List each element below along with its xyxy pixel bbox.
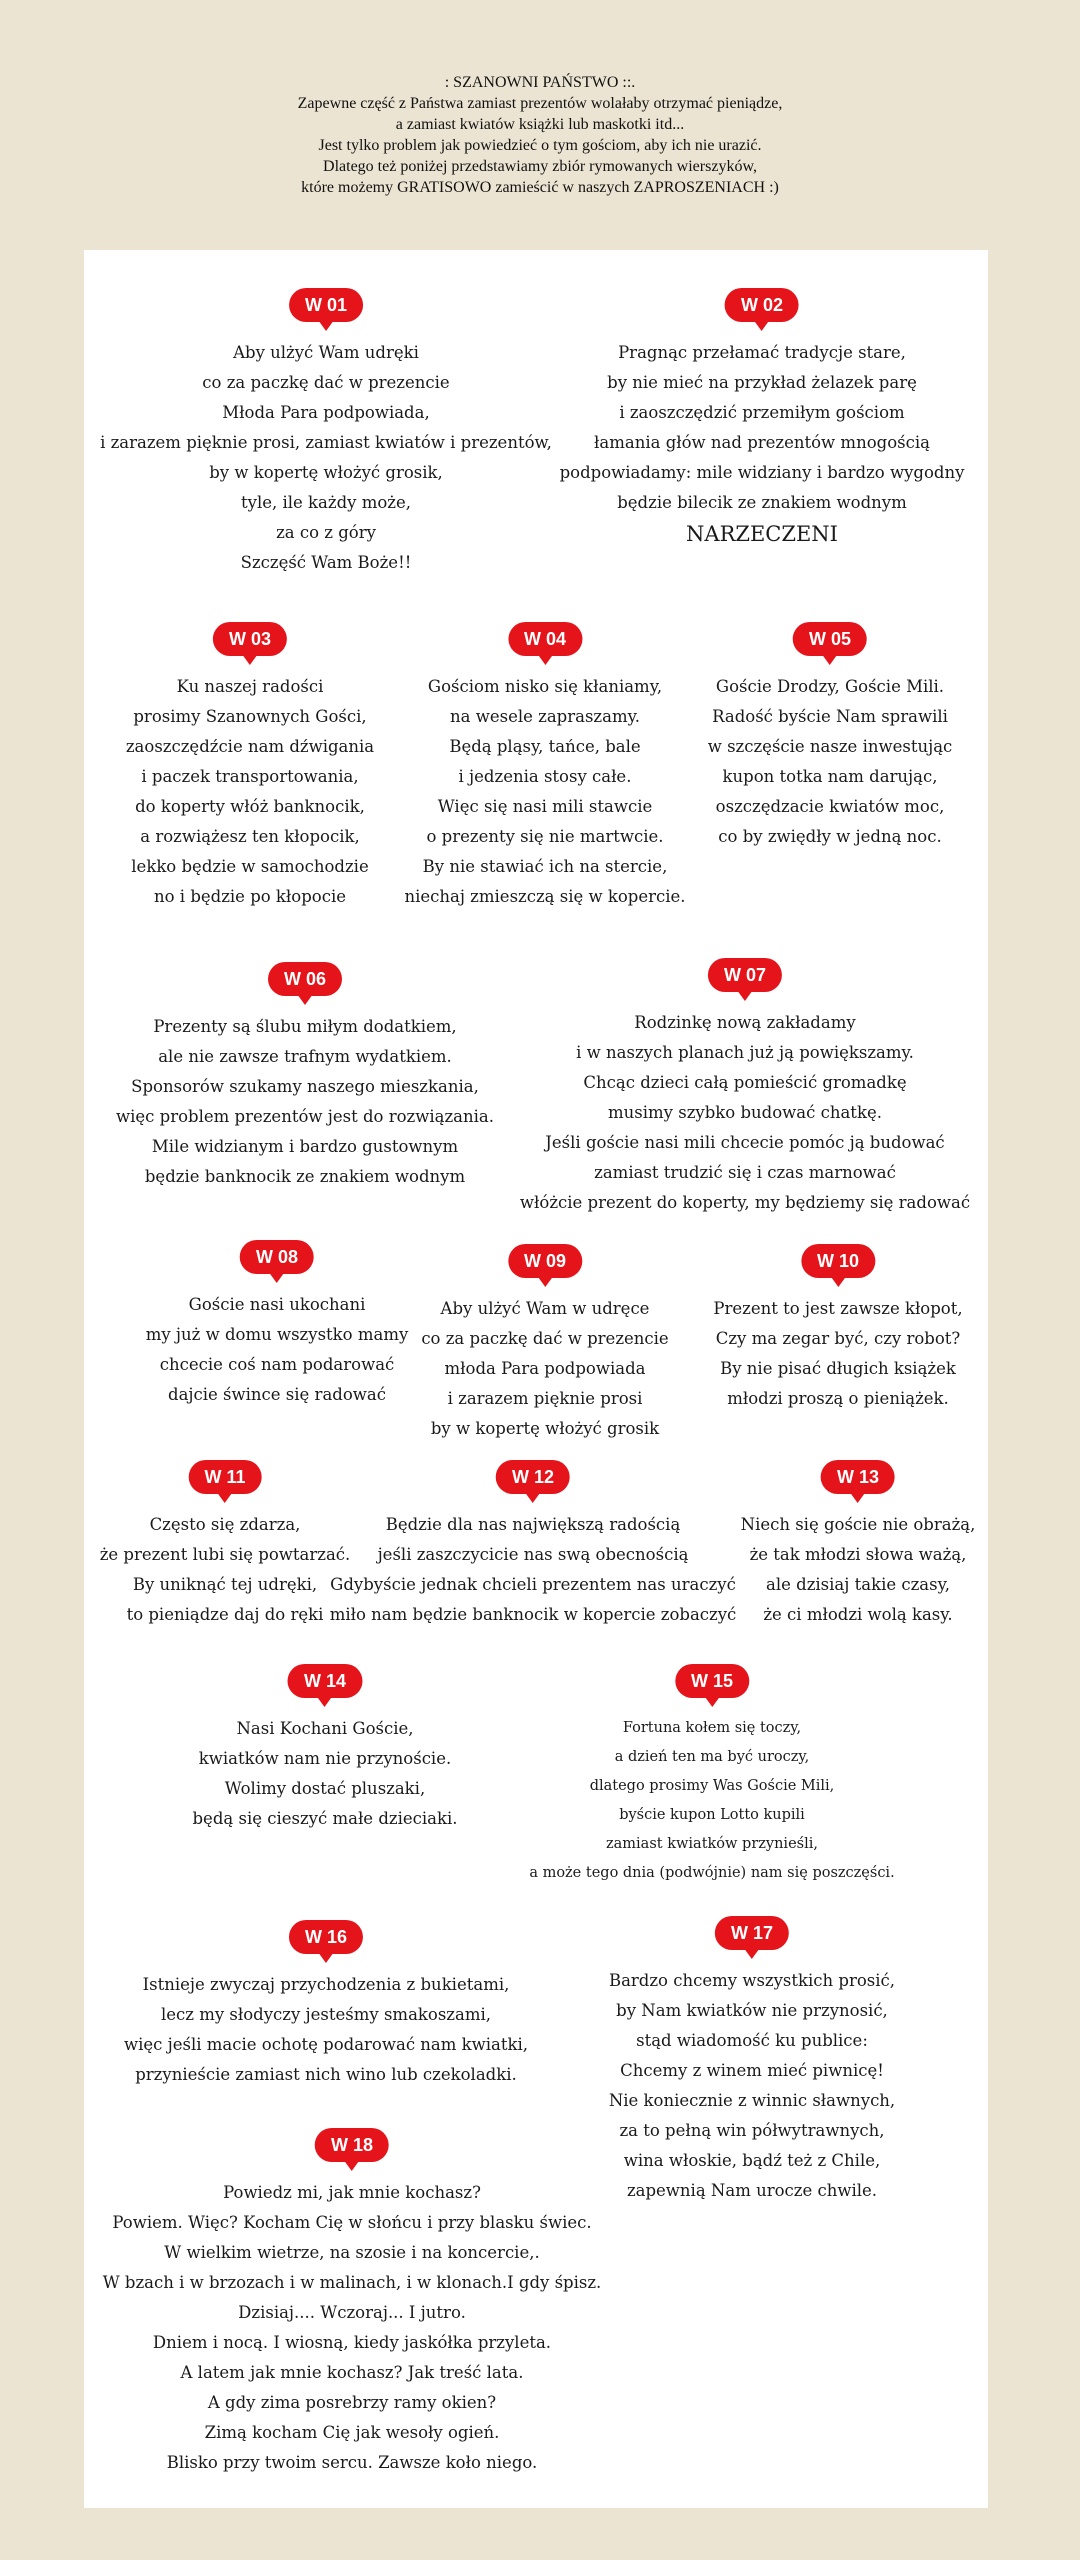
poem-15	[529, 1664, 894, 1888]
poem-line: musimy szybko budować chatkę.	[608, 1103, 882, 1122]
poem-badge: W 14	[288, 1664, 362, 1698]
intro-line: a zamiast kwiatów książki lub maskotki itd...	[395, 116, 685, 133]
poem-7	[520, 958, 970, 1218]
poem-18	[103, 2128, 602, 2478]
poem-badge: W 10	[801, 1244, 875, 1278]
poem-line: młodzi proszą o pieniążek.	[727, 1389, 949, 1408]
poem-16	[124, 1920, 528, 2090]
poem-line: i zarazem pięknie prosi, zamiast kwiatów i prezentów,	[100, 433, 552, 452]
poem-line: Istnieje zwyczaj przychodzenia z bukietami,	[142, 1975, 510, 1994]
poem-line: że ci młodzi wolą kasy.	[763, 1605, 953, 1624]
poem-line: Rodzinkę nową zakładamy	[634, 1013, 856, 1032]
poem-line: A latem jak mnie kochasz? Jak treść lata.	[180, 2363, 524, 2382]
poem-line: co za paczkę dać w prezencie	[421, 1329, 669, 1348]
poem-line: tyle, ile każdy może,	[240, 493, 411, 512]
poem-line: za to pełną win półwytrawnych,	[619, 2121, 885, 2140]
poem-line: Powiem. Więc? Kocham Cię w słońcu i przy blasku świec.	[112, 2213, 592, 2232]
poem-line: NARZECZENI	[686, 522, 838, 546]
poem-line: ale nie zawsze trafnym wydatkiem.	[158, 1047, 452, 1066]
poem-line: że prezent lubi się powtarzać.	[99, 1545, 351, 1564]
poem-line: prosimy Szanownych Gości,	[133, 707, 367, 726]
poem-line: jeśli zaszczycicie nas swą obecnością	[377, 1545, 689, 1564]
poem-line: i w naszych planach już ją powiększamy.	[576, 1043, 914, 1062]
poem-line: Niech się goście nie obrażą,	[740, 1515, 976, 1534]
poem-badge: W 05	[793, 622, 867, 656]
poem-line: i jedzenia stosy całe.	[458, 767, 632, 786]
poem-line: Szczęść Wam Boże!!	[240, 553, 412, 572]
poem-line: włóżcie prezent do koperty, my będziemy się radować	[519, 1193, 971, 1212]
poem-line: Wolimy dostać pluszaki,	[224, 1779, 426, 1798]
poem-line: Chcemy z winem mieć piwnicę!	[620, 2061, 884, 2080]
poem-line: ale dzisiaj takie czasy,	[766, 1575, 950, 1594]
poem-line: i zaoszczędzić przemiłym gościom	[619, 403, 905, 422]
poem-2	[560, 288, 965, 550]
poem-line: kwiatków nam nie przynoście.	[198, 1749, 452, 1768]
poem-badge: W 03	[213, 622, 287, 656]
poem-line: Zimą kocham Cię jak wesoły ogień.	[204, 2423, 500, 2442]
poem-line: niechaj zmieszczą się w kopercie.	[404, 887, 686, 906]
poem-line: Nie koniecznie z winnic sławnych,	[608, 2091, 896, 2110]
poem-badge: W 04	[508, 622, 582, 656]
poem-badge: W 02	[725, 288, 799, 322]
poem-11	[100, 1460, 351, 1630]
poem-line: by nie mieć na przykład żelazek parę	[607, 373, 917, 392]
poem-line: to pieniądze daj do ręki	[126, 1605, 324, 1624]
poem-line: Dzisiaj.... Wczoraj... I jutro.	[238, 2303, 466, 2322]
poem-line: Dniem i nocą. I wiosną, kiedy jaskółka przyleta.	[152, 2333, 552, 2352]
poem-line: W wielkim wietrze, na szosie i na koncercie,.	[164, 2243, 540, 2262]
intro-text	[0, 72, 1080, 198]
poem-line: Powiedz mi, jak mnie kochasz?	[223, 2183, 481, 2202]
poem-6	[116, 962, 494, 1192]
poem-line: stąd wiadomość ku publice:	[636, 2031, 868, 2050]
poem-line: Prezent to jest zawsze kłopot,	[713, 1299, 963, 1318]
poem-line: będzie banknocik ze znakiem wodnym	[144, 1167, 466, 1186]
poem-line: że tak młodzi słowa ważą,	[749, 1545, 967, 1564]
poem-badge: W 07	[708, 958, 782, 992]
poem-line: dlatego prosimy Was Goście Mili,	[589, 1778, 835, 1794]
intro-line: Zapewne część z Państwa zamiast prezentów wolałaby otrzymać pieniądze,	[297, 95, 783, 112]
poem-line: By nie pisać długich książek	[720, 1359, 956, 1378]
poem-5	[708, 622, 953, 852]
poem-line: Gościom nisko się kłaniamy,	[427, 677, 663, 696]
poem-line: Goście Drodzy, Goście Mili.	[715, 677, 945, 696]
poem-badge: W 06	[268, 962, 342, 996]
poem-line: a rozwiążesz ten kłopocik,	[140, 827, 360, 846]
poem-line: Radość byście Nam sprawili	[712, 707, 948, 726]
poem-line: zamiast kwiatków przynieśli,	[606, 1836, 818, 1852]
intro-line: : SZANOWNI PAŃSTWO ::.	[444, 74, 636, 91]
poem-line: Młoda Para podpowiada,	[222, 403, 430, 422]
poem-line: w szczęście nasze inwestując	[707, 737, 953, 756]
poem-line: by Nam kwiatków nie przynosić,	[616, 2001, 888, 2020]
poem-line: Będzie dla nas największą radością	[385, 1515, 681, 1534]
poem-line: Ku naszej radości	[176, 677, 324, 696]
poem-line: i zarazem pięknie prosi	[447, 1389, 643, 1408]
poem-line: będzie bilecik ze znakiem wodnym	[617, 493, 907, 512]
poem-14	[193, 1664, 458, 1834]
poem-line: Prezenty są ślubu miłym dodatkiem,	[153, 1017, 457, 1036]
poem-line: więc problem prezentów jest do rozwiązania.	[116, 1107, 494, 1126]
poem-13	[741, 1460, 976, 1630]
poem-line: do koperty włóż banknocik,	[135, 797, 365, 816]
poem-line: więc jeśli macie ochotę podarować nam kwiatki,	[123, 2035, 529, 2054]
poem-line: Gdybyście jednak chcieli prezentem nas uraczyć	[330, 1575, 736, 1594]
poem-line: Bardzo chcemy wszystkich prosić,	[608, 1971, 896, 1990]
poem-badge: W 01	[289, 288, 363, 322]
poem-line: zamiast trudzić się i czas marnować	[594, 1163, 896, 1182]
poem-line: By uniknąć tej udręki,	[132, 1575, 318, 1594]
poem-line: Pragnąc przełamać tradycje stare,	[618, 343, 906, 362]
poem-1	[100, 288, 552, 578]
poem-line: By nie stawiać ich na stercie,	[422, 857, 668, 876]
poem-line: a dzień ten ma być uroczy,	[614, 1749, 810, 1765]
poem-line: no i będzie po kłopocie	[153, 887, 346, 906]
poem-badge: W 08	[240, 1240, 314, 1274]
poem-line: miło nam będzie banknocik w kopercie zobaczyć	[329, 1605, 737, 1624]
poem-badge: W 17	[715, 1916, 789, 1950]
poem-line: Fortuna kołem się toczy,	[622, 1720, 802, 1736]
poem-line: lecz my słodyczy jesteśmy smakoszami,	[160, 2005, 492, 2024]
poem-line: na wesele zapraszamy.	[450, 707, 640, 726]
poem-line: co za paczkę dać w prezencie	[202, 373, 450, 392]
poem-line: Sponsorów szukamy naszego mieszkania,	[131, 1077, 479, 1096]
poem-line: Aby ulżyć Wam w udręce	[440, 1299, 650, 1318]
poem-line: dajcie śwince się radować	[168, 1385, 386, 1404]
poem-line: za co z góry	[276, 523, 376, 542]
poem-line: A gdy zima posrebrzy ramy okien?	[207, 2393, 497, 2412]
poem-line: podpowiadamy: mile widziany i bardzo wygodny	[559, 463, 965, 482]
poem-line: Często się zdarza,	[149, 1515, 301, 1534]
poem-line: Nasi Kochani Goście,	[236, 1719, 414, 1738]
poem-line: o prezenty się nie martwcie.	[426, 827, 664, 846]
poem-9	[421, 1244, 668, 1444]
poem-line: by w kopertę włożyć grosik,	[209, 463, 443, 482]
poem-line: lekko będzie w samochodzie	[131, 857, 369, 876]
poem-line: Goście nasi ukochani	[188, 1295, 366, 1314]
poem-12	[330, 1460, 737, 1630]
poem-line: Będą pląsy, tańce, bale	[449, 737, 641, 756]
poem-badge: W 12	[496, 1460, 570, 1494]
poem-badge: W 11	[188, 1460, 261, 1494]
poem-8	[146, 1240, 409, 1410]
poem-badge: W 16	[289, 1920, 363, 1954]
poem-4	[404, 622, 685, 912]
poem-line: Jeśli goście nasi mili chcecie pomóc ją budować	[545, 1133, 945, 1152]
intro-line: Dlatego też poniżej przedstawiamy zbiór rymowanych wierszyków,	[323, 158, 757, 175]
poem-line: młoda Para podpowiada	[444, 1359, 646, 1378]
poem-line: łamania głów nad prezentów mnogością	[594, 433, 930, 452]
poem-line: my już w domu wszystko mamy	[145, 1325, 409, 1344]
poem-line: co by zwiędły w jedną noc.	[718, 827, 942, 846]
poem-line: Chcąc dzieci całą pomieścić gromadkę	[583, 1073, 907, 1092]
poem-line: Blisko przy twoim sercu. Zawsze koło niego.	[166, 2453, 538, 2472]
poem-line: i paczek transportowania,	[141, 767, 359, 786]
poem-badge: W 18	[315, 2128, 389, 2162]
poem-line: zapewnią Nam urocze chwile.	[626, 2181, 878, 2200]
poem-3	[126, 622, 374, 912]
poem-line: będą się cieszyć małe dzieciaki.	[192, 1809, 458, 1828]
poem-17	[609, 1916, 895, 2206]
poem-line: chcecie coś nam podarować	[159, 1355, 395, 1374]
poem-line: przynieście zamiast nich wino lub czekoladki.	[135, 2065, 517, 2084]
poem-line: Więc się nasi mili stawcie	[437, 797, 653, 816]
intro-line: Jest tylko problem jak powiedzieć o tym gościom, aby ich nie urazić.	[318, 137, 762, 154]
poem-line: kupon totka nam darując,	[722, 767, 938, 786]
poem-line: a może tego dnia (podwójnie) nam się poszczęści.	[529, 1865, 895, 1881]
poem-line: Aby ulżyć Wam udręki	[233, 343, 419, 362]
poem-badge: W 13	[821, 1460, 895, 1494]
poem-line: wina włoskie, bądź też z Chile,	[623, 2151, 881, 2170]
poem-line: zaoszczędźcie nam dźwigania	[125, 737, 375, 756]
poem-line: Czy ma zegar być, czy robot?	[715, 1329, 961, 1348]
poem-badge: W 09	[508, 1244, 582, 1278]
poem-10	[713, 1244, 962, 1414]
poem-line: by w kopertę włożyć grosik	[430, 1419, 660, 1438]
poem-line: Mile widzianym i bardzo gustownym	[151, 1137, 459, 1156]
intro-line: które możemy GRATISOWO zamieścić w naszych ZAPROSZENIACH :)	[301, 179, 779, 196]
poem-line: W bzach i w brzozach i w malinach, i w klonach.I gdy śpisz.	[102, 2273, 602, 2292]
poem-line: byście kupon Lotto kupili	[619, 1807, 805, 1823]
poem-badge: W 15	[675, 1664, 749, 1698]
poem-line: oszczędzacie kwiatów moc,	[715, 797, 945, 816]
